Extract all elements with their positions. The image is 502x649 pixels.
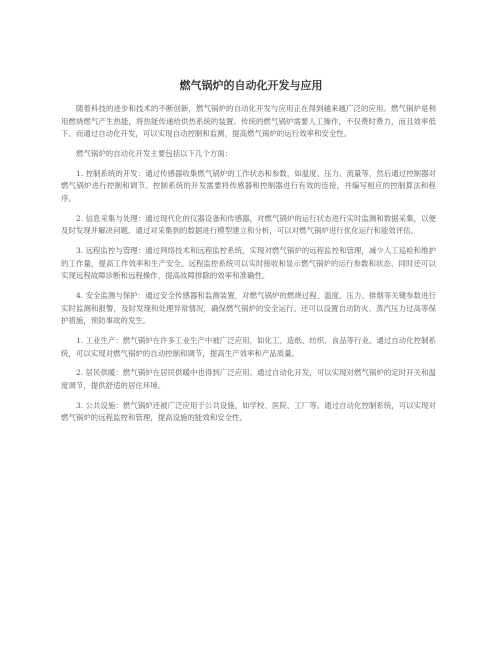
paragraph-aspects-lead: 燃气锅炉的自动化开发主要包括以下几个方面： (76, 148, 233, 158)
paragraph-public-facilities: 3. 公共设施：燃气锅炉还被广泛应用于公共设施，如学校、医院、工厂等。通过自动化控制系统，可以实现对燃气锅炉的远程监控和管理，提高设施的能效和安全性。 (61, 400, 436, 423)
document-body (61, 103, 436, 432)
paragraph-control-system: 1. 控制系统的开发：通过传感器收集燃气锅炉的工作状态和参数，如温度、压力、流量等，然后通过控制器对燃气锅炉进行控制和调节。控制系统的开发需要将传感器和控制器进行有效的连接，并编写相应的控制算法和程序。 (61, 168, 436, 203)
paragraph-industrial-production: 1. 工业生产：燃气锅炉在许多工业生产中被广泛应用，如化工、造纸、纺织、食品等行业。通过自动化控制系统，可以实现对燃气锅炉的自动控制和调节，提高生产效率和产品质量。 (61, 336, 436, 358)
paragraph-residential-heating: 2. 居民供暖：燃气锅炉在居民供暖中也得到广泛应用。通过自动化开发，可以实现对燃气锅炉的定时开关和温度调节，提供舒适的居住环境。 (61, 368, 436, 390)
paragraph-data-collection: 2. 信息采集与处理：通过现代化的仪器设备和传感器，对燃气锅炉的运行状态进行实时监测和数据采集，以便及时发现并解决问题。通过对采集到的数据进行模型建立和分析，可以对燃气锅炉进行优化运行和能效评估。 (61, 213, 436, 236)
paragraph-safety-monitoring: 4. 安全监测与保护：通过安全传感器和监测装置，对燃气锅炉的燃烧过程、温度、压力、排烟等关键参数进行实时监测和报警，及时发现和处理异常情况，确保燃气锅炉的安全运行。还可以设置自动防火、蒸汽压力过高等保护措施，预防事故的发生。 (61, 291, 436, 326)
document-title: 燃气锅炉的自动化开发与应用 (179, 79, 323, 92)
paragraph-intro: 随着科技的进步和技术的不断创新，燃气锅炉的自动化开发与应用正在得到越来越广泛的应用。燃气锅炉是利用燃烧燃气产生热能，将热能传递给供热系统的装置。传统的燃气锅炉需要人工操作，不仅费时费力，而且效率低下。而通过自动化开发，可以实现自动控制和监测，提高燃气锅炉的运行效率和安全性。 (61, 104, 436, 139)
paragraph-remote-monitoring: 3. 远程监控与管理：通过网络技术和远程监控系统，实现对燃气锅炉的远程监控和管理，减少人工巡检和维护的工作量，提高工作效率和生产安全。远程监控系统可以实时接收和显示燃气锅炉的运行参数和状态，同时还可以实现远程故障诊断和远程操作，提高故障排除的效率和准确性。 (61, 246, 436, 281)
